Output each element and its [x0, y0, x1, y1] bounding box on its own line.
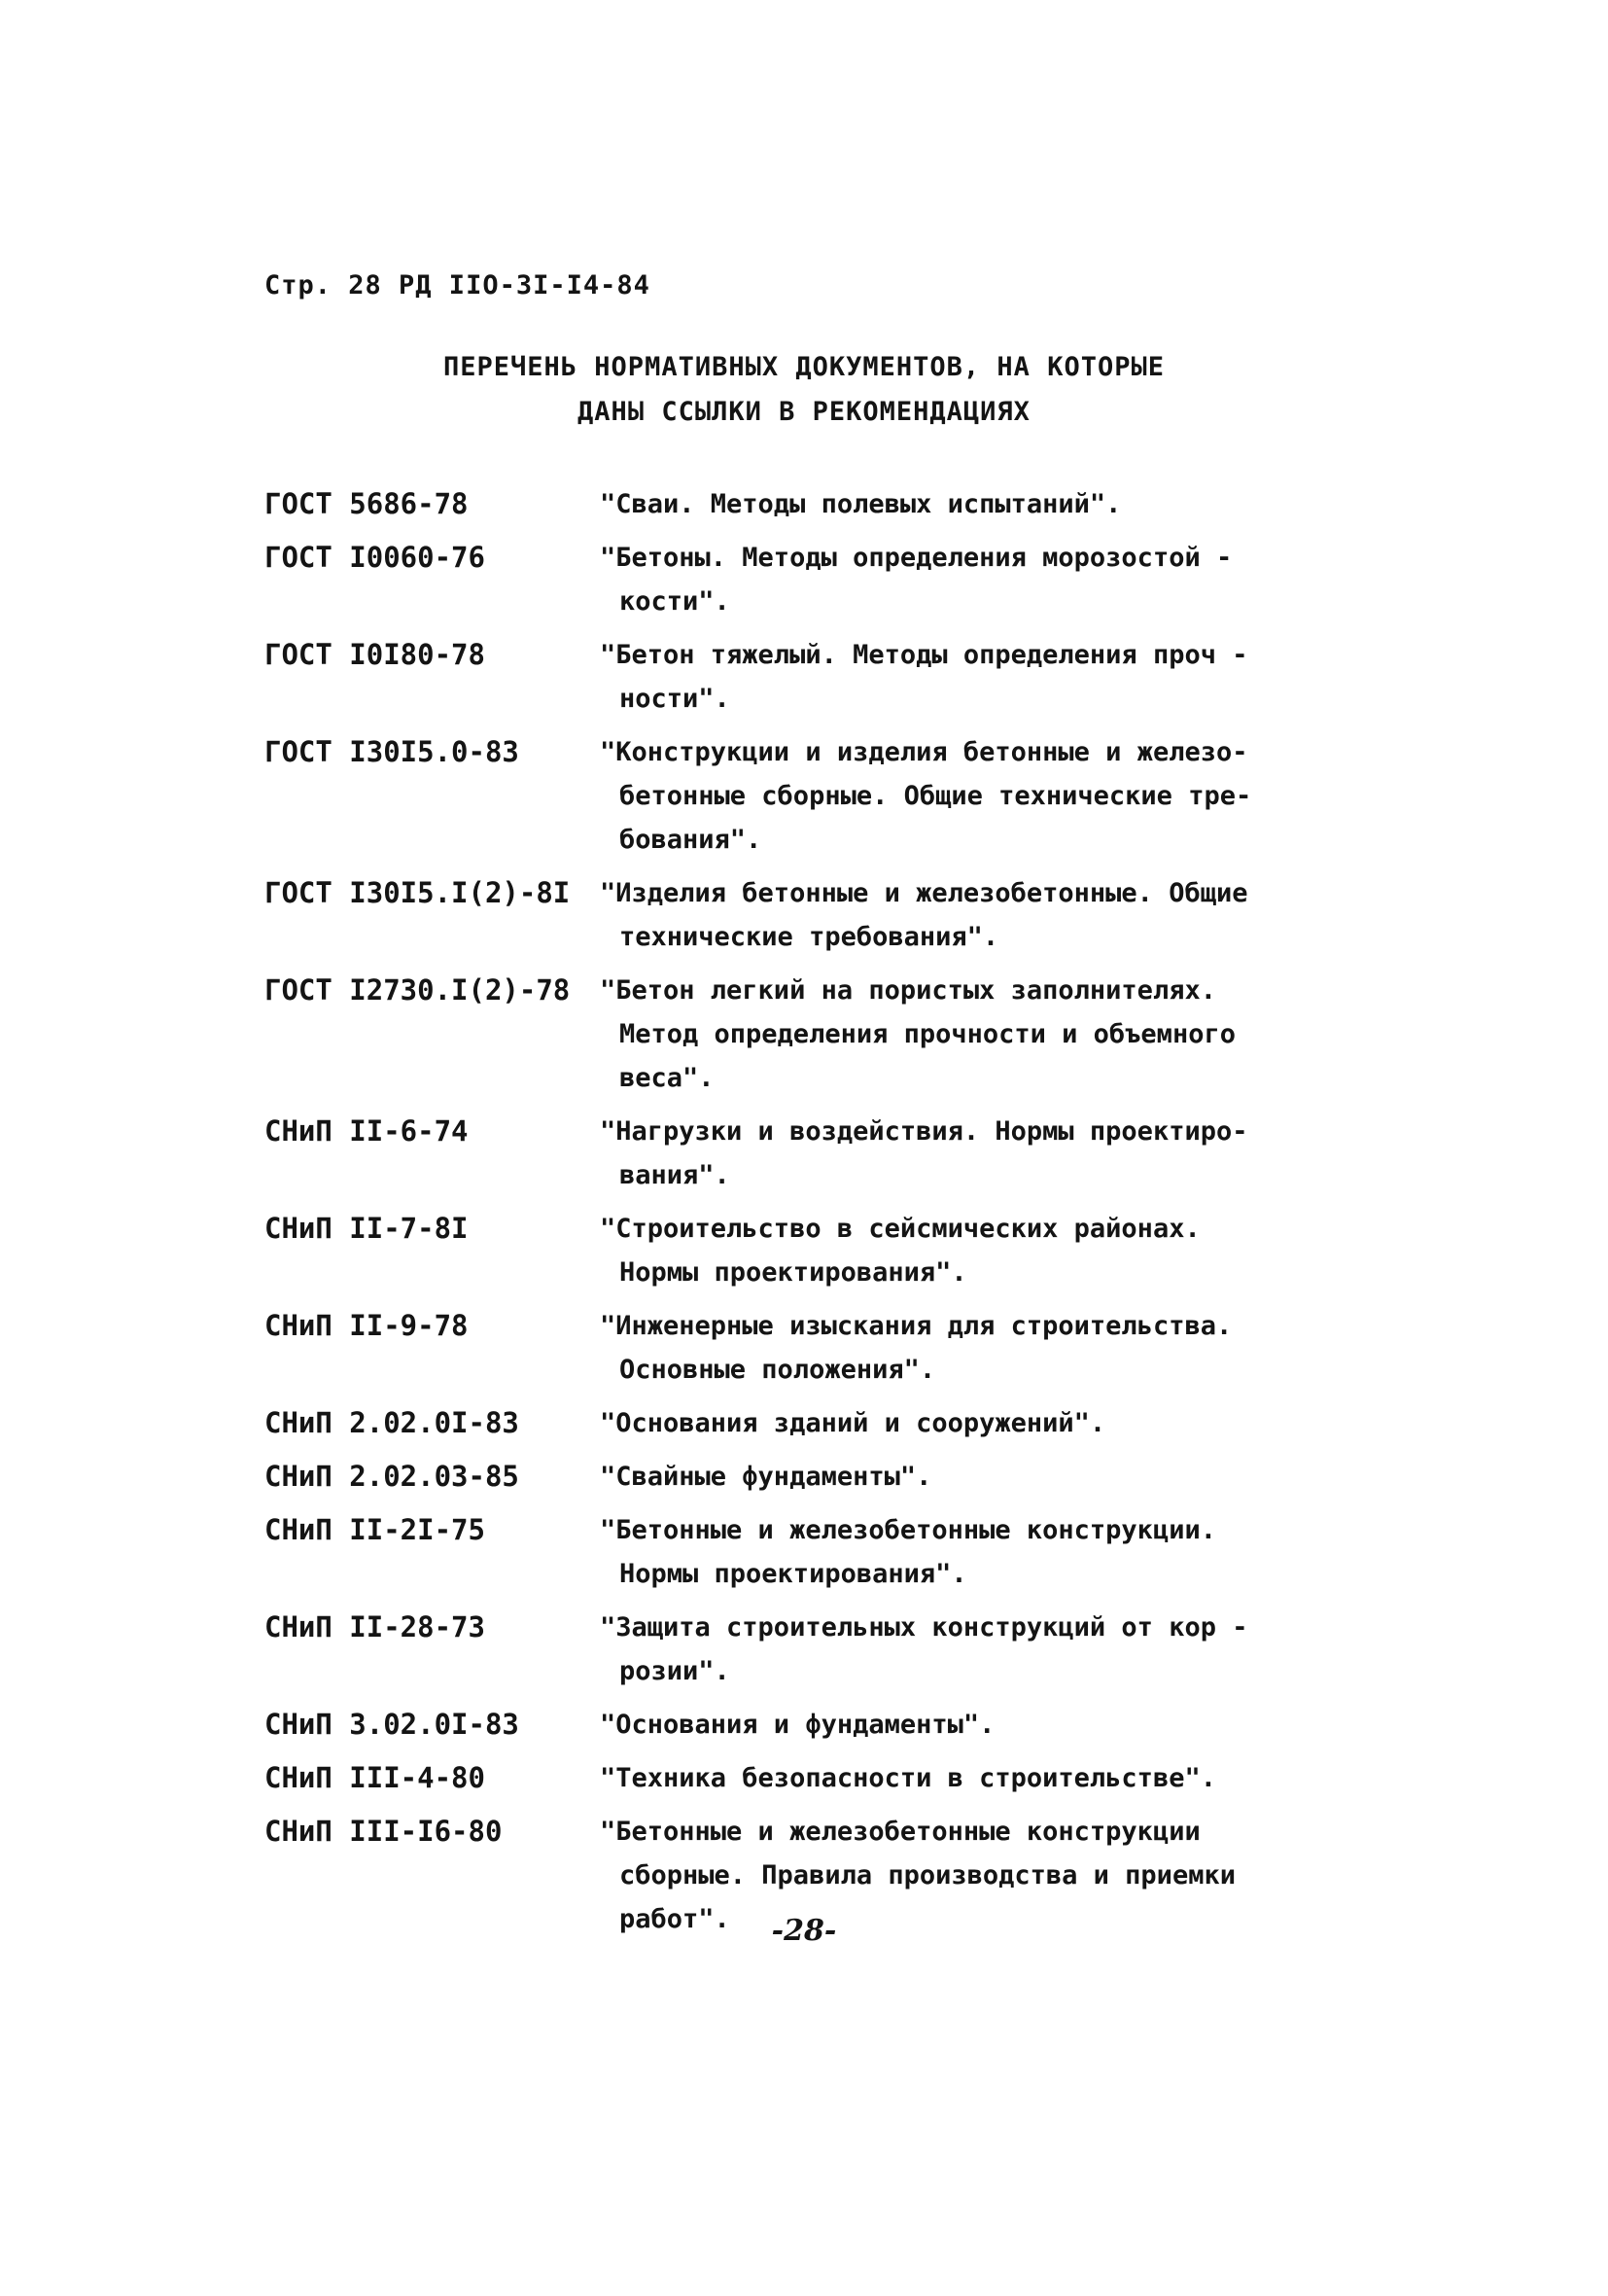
reference-title-line: бетонные сборные. Общие технические тре-: [619, 781, 1252, 811]
reference-title-line: Основные положения".: [619, 1355, 936, 1385]
reference-code: СНиП 2.02.0I-83: [264, 1406, 519, 1439]
reference-title: [600, 1207, 1344, 1294]
reference-code: СНиП II-28-73: [264, 1610, 485, 1643]
reference-title: [600, 1455, 1344, 1499]
reference-title-line: вания".: [619, 1160, 730, 1190]
reference-title: [600, 1756, 1344, 1800]
reference-row: [264, 536, 1344, 623]
reference-title-line: "Нагрузки и воздействия. Нормы проектиро-: [600, 1116, 1248, 1147]
reference-title-line: "Бетоны. Методы определения морозостой -: [600, 543, 1233, 573]
reference-title-line: "Защита строительных конструкций от кор -: [600, 1612, 1248, 1643]
reference-code: ГОСТ 5686-78: [264, 487, 469, 520]
page-header: Стр. 28 РД IIО-3I-I4-84: [264, 270, 650, 300]
reference-title-line: ности".: [619, 684, 730, 714]
reference-title-line: "Строительство в сейсмических районах.: [600, 1214, 1201, 1244]
reference-code: СНиП 3.02.0I-83: [264, 1708, 519, 1741]
reference-title-line: веса".: [619, 1063, 715, 1093]
reference-row: [264, 1110, 1344, 1197]
reference-title: [600, 1508, 1344, 1596]
reference-title-line: кости".: [619, 586, 730, 617]
reference-row: [264, 1401, 1344, 1445]
reference-title-line: "Бетонные и железобетонные конструкции.: [600, 1515, 1216, 1545]
reference-title: [600, 969, 1344, 1100]
reference-title-line: "Изделия бетонные и железобетонные. Общие: [600, 878, 1248, 908]
reference-list: [264, 482, 1344, 1951]
page-number: -28-: [771, 1914, 837, 1948]
reference-row: [264, 1606, 1344, 1693]
reference-row: [264, 1304, 1344, 1392]
reference-row: [264, 1455, 1344, 1499]
reference-title-line: технические требования".: [619, 922, 999, 952]
reference-code: СНиП II-6-74: [264, 1114, 469, 1148]
reference-code: СНиП III-I6-80: [264, 1815, 503, 1848]
reference-code: СНиП III-4-80: [264, 1761, 485, 1794]
reference-title: [600, 633, 1344, 721]
reference-row: [264, 1207, 1344, 1294]
reference-row: [264, 1508, 1344, 1596]
reference-title-line: "Свайные фундаменты".: [600, 1462, 932, 1492]
reference-code: ГОСТ I30I5.0-83: [264, 735, 519, 768]
reference-code: ГОСТ I0I80-78: [264, 638, 485, 671]
reference-title: [600, 482, 1344, 526]
reference-title-line: розии".: [619, 1656, 730, 1686]
reference-title: [600, 1703, 1344, 1747]
reference-title-line: Нормы проектирования".: [619, 1257, 967, 1288]
reference-row: [264, 969, 1344, 1100]
reference-title: [600, 1304, 1344, 1392]
reference-title-line: Метод определения прочности и объемного: [619, 1019, 1236, 1049]
reference-title-line: "Сваи. Методы полевых испытаний".: [600, 489, 1122, 519]
reference-title-line: сборные. Правила производства и приемки: [619, 1860, 1236, 1890]
reference-title: [600, 1110, 1344, 1197]
reference-title: [600, 536, 1344, 623]
reference-code: ГОСТ I30I5.I(2)-8I: [264, 876, 571, 909]
reference-title-line: "Бетонные и железобетонные конструкции: [600, 1817, 1201, 1847]
reference-title-line: "Инженерные изыскания для строительства.: [600, 1311, 1233, 1341]
reference-row: [264, 1756, 1344, 1800]
document-title-line-2: ДАНЫ ССЫЛКИ В РЕКОМЕНДАЦИЯХ: [577, 397, 1031, 427]
reference-title-line: бования".: [619, 825, 762, 855]
reference-title: [600, 730, 1344, 862]
reference-title-line: "Основания и фундаменты".: [600, 1710, 996, 1740]
reference-code: СНиП II-9-78: [264, 1309, 469, 1342]
reference-title-line: "Бетон тяжелый. Методы определения проч -: [600, 640, 1248, 670]
reference-code: ГОСТ I0060-76: [264, 541, 485, 574]
reference-code: СНиП 2.02.03-85: [264, 1460, 519, 1493]
reference-code: СНиП II-7-8I: [264, 1212, 469, 1245]
reference-row: [264, 730, 1344, 862]
reference-title: [600, 871, 1344, 959]
reference-title-line: Нормы проектирования".: [619, 1559, 967, 1589]
reference-title-line: "Конструкции и изделия бетонные и железо-: [600, 737, 1248, 767]
document-title-line-1: ПЕРЕЧЕНЬ НОРМАТИВНЫХ ДОКУМЕНТОВ, НА КОТОРЫЕ: [443, 352, 1165, 382]
reference-title: [600, 1401, 1344, 1445]
reference-row: [264, 633, 1344, 721]
reference-title-line: "Бетон легкий на пористых заполнителях.: [600, 975, 1216, 1006]
reference-code: СНиП II-2I-75: [264, 1513, 485, 1546]
reference-row: [264, 482, 1344, 526]
reference-title-line: "Техника безопасности в строительстве".: [600, 1763, 1216, 1793]
reference-row: [264, 871, 1344, 959]
reference-title-line: работ".: [619, 1904, 730, 1934]
reference-code: ГОСТ I2730.I(2)-78: [264, 973, 571, 1007]
reference-row: [264, 1703, 1344, 1747]
reference-title: [600, 1606, 1344, 1693]
reference-title-line: "Основания зданий и сооружений".: [600, 1408, 1106, 1438]
